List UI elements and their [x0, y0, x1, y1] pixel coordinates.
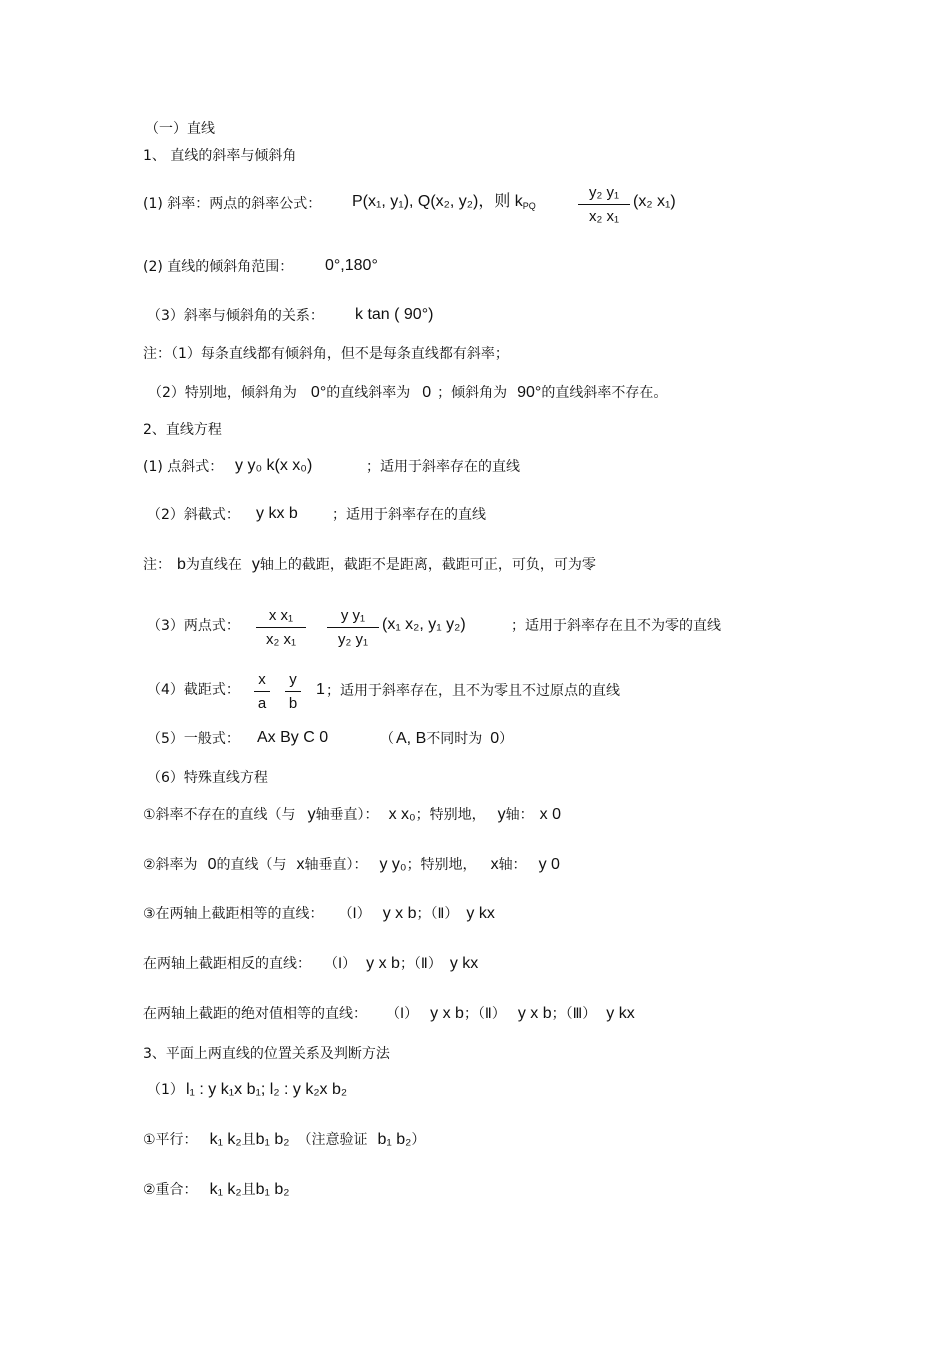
- slope-condition: (x₂ x₁): [633, 193, 676, 210]
- heading-slope: 1、 直线的斜率与倾斜角: [143, 148, 297, 164]
- slope-numerator: y₂ y₁: [588, 184, 620, 201]
- special-lines-heading: （6）特殊直线方程: [147, 770, 268, 786]
- point-slope-label: (1) 点斜式：: [143, 459, 224, 475]
- two-lines-equations: l₁ : y k₁x b₁; l₂ : y k₂x b₂: [186, 1081, 348, 1098]
- heading-two-lines: 3、平面上两直线的位置关系及判断方法: [143, 1046, 390, 1062]
- intercept-fraction-x: x a: [254, 671, 270, 713]
- two-point-note: ；适用于斜率存在且不为零的直线: [511, 618, 721, 634]
- horizontal-line-case: ②斜率为 0的直线（与 x轴垂直）： y y₀；特别地， x轴： y 0: [143, 856, 560, 873]
- slope-formula-points: P(x₁, y₁), Q(x₂, y₂)，则 $k_{PQ}$: [352, 193, 536, 211]
- slope-fraction: [578, 184, 630, 226]
- slope-intercept-equation: y kx b: [256, 505, 298, 522]
- slope-intercept-label: （2）斜截式：: [147, 507, 240, 523]
- note-2: （2）特别地，倾斜角为 0°的直线斜率为 0 ；倾斜角为 90°的直线斜率不存在。: [148, 384, 668, 401]
- coincident-case: ②重合： k₁ k₂且b₁ b₂: [143, 1181, 290, 1198]
- slope-formula-label: (1) 斜率：两点的斜率公式：: [143, 196, 322, 212]
- note-1: 注：（1）每条直线都有倾斜角，但不是每条直线都有斜率；: [143, 346, 509, 362]
- slope-denominator: x₂ x₁: [588, 208, 620, 225]
- slope-angle-formula: k tan ( 90°): [355, 306, 434, 323]
- intercept-form-note: ；适用于斜率存在，且不为零且不过原点的直线: [326, 683, 620, 699]
- two-lines-label: （1）: [147, 1082, 184, 1098]
- vertical-line-case: ①斜率不存在的直线（与 y轴垂直）： x x₀；特别地， y轴： x 0: [143, 806, 561, 823]
- abs-equal-intercepts-case: 在两轴上截距的绝对值相等的直线： （Ⅰ） y x b；（Ⅱ） y x b；（Ⅲ） y kx: [143, 1005, 635, 1022]
- point-slope-equation: y y₀ k(x x₀): [235, 457, 313, 474]
- two-point-fraction-y: y y₁ y₂ y₁: [327, 607, 379, 649]
- equal-intercepts-case: ③在两轴上截距相等的直线： （Ⅰ） y x b；（Ⅱ） y kx: [143, 905, 495, 922]
- two-point-condition: (x₁ x₂, y₁ y₂): [382, 616, 466, 633]
- point-slope-note: ；适用于斜率存在的直线: [366, 459, 520, 475]
- heading-equations: 2、直线方程: [143, 422, 222, 438]
- general-form-label: （5）一般式：: [147, 731, 240, 747]
- angle-range-value: 0°,180°: [325, 257, 378, 274]
- fraction-bar: [578, 204, 630, 205]
- two-point-label: （3）两点式：: [147, 618, 240, 634]
- two-point-fraction-x: x x₁ x₂ x₁: [256, 607, 306, 649]
- general-form-note: （ A, B不同时为 0）: [380, 730, 514, 747]
- slope-angle-label: （3）斜率与倾斜角的关系：: [147, 308, 324, 324]
- section-title: （一）直线: [145, 121, 215, 137]
- angle-range-label: (2) 直线的倾斜角范围：: [143, 259, 294, 275]
- pq-subscript: PQ: [522, 201, 536, 211]
- parallel-case: ①平行： k₁ k₂且b₁ b₂ （注意验证 b₁ b₂）: [143, 1131, 426, 1148]
- general-form-equation: Ax By C 0: [257, 729, 329, 746]
- intercept-form-rhs: 1: [316, 681, 325, 698]
- intercept-fraction-y: y b: [285, 671, 301, 713]
- intercept-form-label: （4）截距式：: [147, 682, 240, 698]
- opposite-intercepts-case: 在两轴上截距相反的直线： （Ⅰ） y x b；（Ⅱ） y kx: [143, 955, 479, 972]
- slope-intercept-note: ；适用于斜率存在的直线: [332, 507, 486, 523]
- intercept-note: 注： b为直线在 y轴上的截距，截距不是距离，截距可正，可负，可为零: [143, 556, 596, 573]
